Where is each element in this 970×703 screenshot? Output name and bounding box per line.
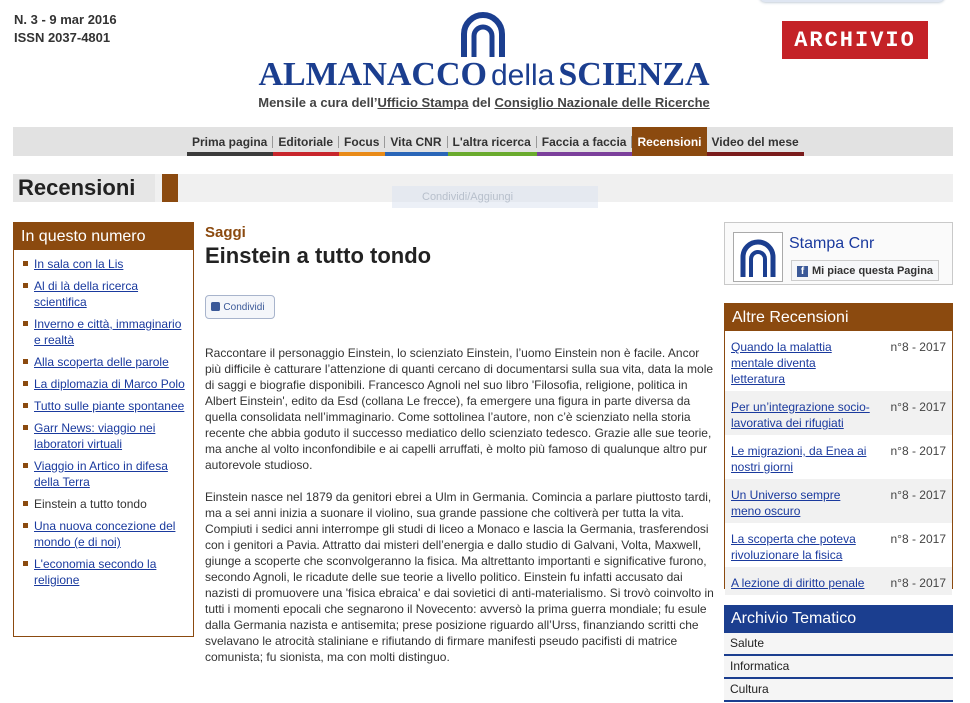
issue-contents-link[interactable]: In sala con la Lis xyxy=(34,257,124,271)
list-item xyxy=(22,556,185,588)
nav-item-l-altra-ricerca[interactable] xyxy=(448,127,537,156)
list-item xyxy=(725,567,952,595)
nav-item-vita-cnr[interactable] xyxy=(385,127,447,156)
list-item xyxy=(22,496,185,512)
nav-item-color-bar xyxy=(707,152,804,156)
review-link[interactable]: Per un’integrazione socio-lavorativa dei rifugiati xyxy=(731,400,870,430)
nav-item-video-del-mese[interactable] xyxy=(707,127,804,156)
article-title: Einstein a tutto tondo xyxy=(205,243,432,268)
nav-item-editoriale[interactable] xyxy=(273,127,339,156)
section-title: Recensioni xyxy=(13,174,155,202)
nav-item-label: Focus xyxy=(339,136,385,148)
list-item xyxy=(725,523,952,567)
issn: ISSN 2037-4801 xyxy=(14,30,111,45)
masthead-title[interactable] xyxy=(228,56,740,94)
facebook-like-label: Mi piace questa Pagina xyxy=(812,265,934,277)
issue-contents-title: In questo numero xyxy=(14,223,193,250)
issue-contents-link[interactable]: La diplomazia di Marco Polo xyxy=(34,377,185,391)
issue-contents-link[interactable]: Inverno e città, immaginario e realtà xyxy=(34,317,182,347)
nav-item-label: Recensioni xyxy=(637,134,702,149)
list-item xyxy=(22,354,185,370)
altre-recensioni-title: Altre Recensioni xyxy=(725,304,952,331)
list-item xyxy=(725,391,952,435)
list-item xyxy=(22,256,185,272)
review-issue-number: n°8 - 2017 xyxy=(890,400,946,414)
share-label: Condividi xyxy=(223,301,265,313)
nav-item-color-bar xyxy=(339,152,385,156)
masthead-della: della xyxy=(490,59,555,92)
issue-contents-box xyxy=(13,222,194,637)
archivio-tematico-item[interactable]: Cultura xyxy=(724,679,953,702)
review-link[interactable]: Quando la malattia mentale diventa letteratura xyxy=(731,340,832,386)
facebook-like-button[interactable] xyxy=(791,260,939,281)
stampa-cnr-logo-icon[interactable] xyxy=(733,232,783,282)
nav-item-focus[interactable] xyxy=(339,127,385,156)
main-nav xyxy=(187,127,804,156)
nav-item-recensioni[interactable] xyxy=(632,127,706,156)
review-issue-number: n°8 - 2017 xyxy=(890,576,946,590)
list-item xyxy=(725,435,952,479)
review-issue-number: n°8 - 2017 xyxy=(890,444,946,458)
review-issue-number: n°8 - 2017 xyxy=(890,532,946,546)
archivio-tematico-title: Archivio Tematico xyxy=(724,605,953,633)
section-marker xyxy=(162,174,178,202)
subtitle-prefix: Mensile a cura dell’ xyxy=(258,95,378,110)
share-overlay: Condividi/Aggiungi xyxy=(392,186,598,208)
issue-number: N. 3 - 9 mar 2016 xyxy=(14,12,117,27)
subtitle-middle: del xyxy=(468,95,495,110)
nav-item-color-bar xyxy=(537,152,633,156)
archivio-tematico-item[interactable]: Salute xyxy=(724,633,953,656)
stampa-cnr-name[interactable]: Stampa Cnr xyxy=(789,235,875,252)
issue-contents-link[interactable]: L'economia secondo la religione xyxy=(34,557,157,587)
issue-contents-link[interactable]: Viaggio in Artico in difesa della Terra xyxy=(34,459,168,489)
review-link[interactable]: Le migrazioni, da Enea ai nostri giorni xyxy=(731,444,867,474)
article-body xyxy=(205,345,715,681)
masthead-subtitle xyxy=(228,95,740,110)
nav-item-color-bar xyxy=(187,152,273,156)
issue-contents-link[interactable]: Una nuova concezione del mondo (e di noi) xyxy=(34,519,176,549)
nav-item-faccia-a-faccia[interactable] xyxy=(537,127,633,156)
list-item xyxy=(22,518,185,550)
altre-recensioni-box xyxy=(724,303,953,589)
altre-recensioni-list xyxy=(725,331,952,595)
archivio-tematico-item[interactable]: Informatica xyxy=(724,656,953,679)
issue-contents-current: Einstein a tutto tondo xyxy=(34,497,147,511)
list-item xyxy=(22,278,185,310)
nav-item-label: Editoriale xyxy=(273,136,339,148)
list-item xyxy=(725,479,952,523)
archivio-button[interactable]: ARCHIVIO xyxy=(782,21,928,59)
nav-item-label: Vita CNR xyxy=(385,136,447,148)
list-item xyxy=(22,316,185,348)
nav-item-label: L'altra ricerca xyxy=(448,136,537,148)
stampa-cnr-widget xyxy=(724,222,953,285)
nav-item-prima-pagina[interactable] xyxy=(187,127,273,156)
top-decorative-bar xyxy=(760,0,944,2)
review-issue-number: n°8 - 2017 xyxy=(890,340,946,354)
cnr-logo-icon[interactable] xyxy=(454,10,512,60)
nav-item-label: Faccia a faccia xyxy=(537,136,633,148)
nav-item-label: Video del mese xyxy=(711,134,799,149)
review-issue-number: n°8 - 2017 xyxy=(890,488,946,502)
issue-contents-link[interactable]: Alla scoperta delle parole xyxy=(34,355,169,369)
list-item xyxy=(22,420,185,452)
nav-item-color-bar xyxy=(385,152,447,156)
masthead-almanacco: ALMANACCO xyxy=(258,56,487,93)
review-link[interactable]: A lezione di diritto penale xyxy=(731,576,865,590)
issue-info xyxy=(14,11,117,47)
archivio-tematico-box xyxy=(724,605,953,703)
issue-contents-link[interactable]: Al di là della ricerca scientifica xyxy=(34,279,139,309)
nav-item-label: Prima pagina xyxy=(187,136,273,148)
issue-contents-link[interactable]: Garr News: viaggio nei laboratori virtuali xyxy=(34,421,156,451)
list-item xyxy=(725,331,952,391)
review-link[interactable]: La scoperta che poteva rivoluzionare la fisica xyxy=(731,532,856,562)
list-item xyxy=(22,398,185,414)
nav-item-color-bar xyxy=(273,152,339,156)
list-item xyxy=(22,376,185,392)
nav-item-color-bar xyxy=(448,152,537,156)
facebook-icon: f xyxy=(797,266,808,277)
masthead-scienza: SCIENZA xyxy=(558,56,710,93)
cnr-link[interactable]: Consiglio Nazionale delle Ricerche xyxy=(494,95,710,110)
share-button[interactable] xyxy=(205,295,275,319)
article-category: Saggi xyxy=(205,224,246,241)
share-icon xyxy=(211,302,220,311)
review-link[interactable]: Un Universo sempre meno oscuro xyxy=(731,488,841,518)
article-paragraph: Raccontare il personaggio Einstein, lo scienziato Einstein, l’uomo Einstein non è facile. Ancor più difficile è catturare l’attenzione di quanti cercano di documentarsi sulla sua vita, data la mole di saggi e biografie disponibili. Francesco Agnoli nel suo libro 'Filosofia, religione, politica in Albert Einstein', edito da Esd (collana Le frecce), fa emergere una figura in parte diversa da quella consolidata nell’immaginario. Come sottolinea l’autore, non c’è scienziato nella storia recente che abbia goduto il successo mediatico dello scienziato tedesco. Grazie alle sue teorie, ma anche al volto inconfondibile e ai capelli arruffati, è molto più famoso di qualunque altro pur autorevole studioso. xyxy=(205,346,714,472)
article-paragraph: Einstein nasce nel 1879 da genitori ebrei a Ulm in Germania. Comincia a parlare piuttosto tardi, ma a sei anni inizia a suonare il violino, sua grande passione che coltiverà per tutta la vita. Compiuti i sedici anni interrompe gli studi di liceo a Monaco e lascia la Germania, trasferendosi con i genitori a Pavia. Attratto dai misteri dell’energia e dallo studio di Galvani, Volta, Maxwell, giunge a scoperte che sconvolgeranno la fisica. Ma altrettanto importanti e significative furono, secondo Agnoli, le ricadute delle sue teorie a livello politico. Einstein fu infatti accusato dai nazisti di promuovere una 'fisica ebraica' e dai sovietici di anti-materialismo. Si trovò coinvolto in tutti i momenti epocali che segnarono il Novecento: avversò la prima guerra mondiale; fu esule dalla Germania nazista e antisemita; prese posizione riguardo all’Urss, finanziando scritti che svelavano le atrocità staliniane e rifiutando di firmare manifesti pseudo pacifisti di matrice comunista; fu sionista, ma con molti distinguo. xyxy=(205,490,714,664)
issue-contents-list xyxy=(14,250,193,588)
nav-item-color-bar xyxy=(632,152,706,156)
list-item xyxy=(22,458,185,490)
ufficio-stampa-link[interactable]: Ufficio Stampa xyxy=(377,95,469,110)
issue-contents-link[interactable]: Tutto sulle piante spontanee xyxy=(34,399,185,413)
